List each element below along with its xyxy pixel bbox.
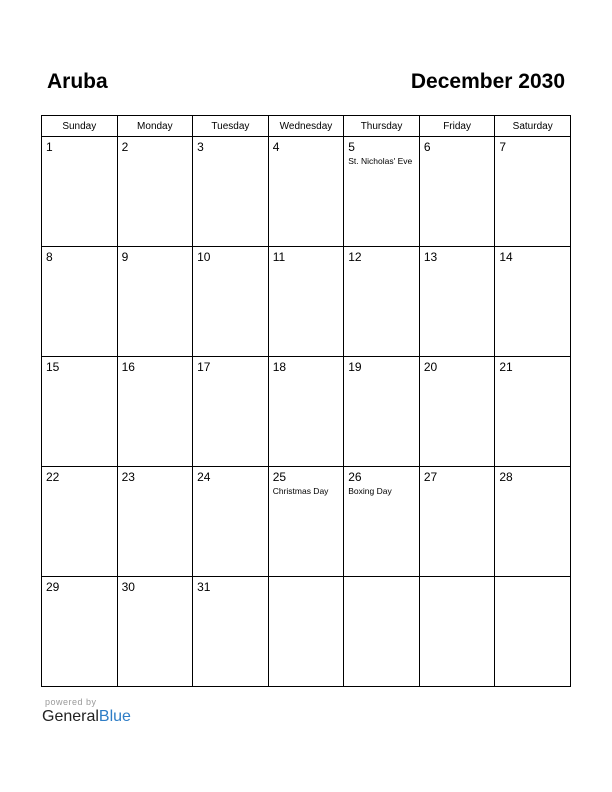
day-cell <box>495 577 571 687</box>
day-number: 11 <box>272 250 286 264</box>
day-cell <box>344 247 420 357</box>
day-cell <box>42 467 118 577</box>
day-cell <box>419 357 495 467</box>
day-cell <box>42 247 118 357</box>
day-cell <box>268 577 344 687</box>
weekday-header-row <box>42 116 571 137</box>
generalblue-logo <box>42 708 131 726</box>
day-cell <box>419 577 495 687</box>
holiday-label: Christmas Day <box>272 486 329 496</box>
day-cell <box>495 467 571 577</box>
day-cell <box>193 577 269 687</box>
day-number: 31 <box>197 580 211 594</box>
week-row <box>42 577 571 687</box>
holiday-label: St. Nicholas' Eve <box>348 156 413 166</box>
week-row <box>42 137 571 247</box>
brand-blue-text: Blue <box>98 708 131 725</box>
day-cell <box>344 467 420 577</box>
month-title: December 2030 <box>410 70 565 93</box>
day-number: 14 <box>499 250 513 264</box>
day-cell <box>42 357 118 467</box>
week-row <box>42 247 571 357</box>
day-cell <box>117 467 193 577</box>
weekday-thursday: Thursday <box>344 116 420 137</box>
day-cell <box>495 247 571 357</box>
day-cell <box>117 247 193 357</box>
day-number: 5 <box>348 140 355 154</box>
holiday-label: Boxing Day <box>348 486 392 496</box>
day-cell <box>193 467 269 577</box>
weekday-friday: Friday <box>419 116 495 137</box>
day-cell <box>495 357 571 467</box>
day-cell <box>344 137 420 247</box>
day-number: 20 <box>423 360 438 374</box>
day-number: 3 <box>197 140 204 154</box>
week-row <box>42 357 571 467</box>
day-cell <box>42 137 118 247</box>
day-cell <box>419 137 495 247</box>
day-number: 17 <box>197 360 211 374</box>
weekday-monday: Monday <box>117 116 193 137</box>
day-cell <box>419 467 495 577</box>
day-number: 26 <box>348 470 362 484</box>
day-number: 15 <box>46 360 60 374</box>
powered-by-label: powered by <box>45 697 97 707</box>
day-number: 9 <box>121 250 129 264</box>
day-number: 23 <box>121 470 135 484</box>
day-cell <box>419 247 495 357</box>
weekday-sunday: Sunday <box>42 116 118 137</box>
day-number: 2 <box>121 140 129 154</box>
day-cell <box>117 357 193 467</box>
day-number: 7 <box>499 140 507 154</box>
day-number: 27 <box>423 470 438 484</box>
day-number: 1 <box>46 140 53 154</box>
day-cell <box>193 247 269 357</box>
day-cell <box>495 137 571 247</box>
day-cell <box>117 137 193 247</box>
day-cell <box>344 357 420 467</box>
day-cell <box>193 357 269 467</box>
weekday-wednesday: Wednesday <box>268 116 344 137</box>
day-number: 8 <box>46 250 53 264</box>
day-cell <box>193 137 269 247</box>
day-number: 22 <box>46 470 60 484</box>
day-number: 24 <box>197 470 211 484</box>
day-number: 29 <box>46 580 60 594</box>
weekday-tuesday: Tuesday <box>193 116 269 137</box>
day-cell <box>42 577 118 687</box>
day-number: 21 <box>499 360 513 374</box>
day-number: 6 <box>423 140 431 154</box>
day-number: 12 <box>348 250 362 264</box>
day-number: 16 <box>121 360 135 374</box>
day-number: 30 <box>121 580 135 594</box>
day-number: 19 <box>348 360 362 374</box>
day-cell <box>268 467 344 577</box>
brand-general-text: General <box>42 708 99 725</box>
country-title: Aruba <box>47 70 108 93</box>
day-cell <box>268 357 344 467</box>
day-number: 25 <box>272 470 287 484</box>
calendar-grid <box>41 115 571 687</box>
day-cell <box>117 577 193 687</box>
day-cell <box>268 137 344 247</box>
day-cell <box>344 577 420 687</box>
day-number: 4 <box>272 140 280 154</box>
day-number: 10 <box>197 250 211 264</box>
day-number: 13 <box>423 250 438 264</box>
day-number: 28 <box>499 470 513 484</box>
day-number: 18 <box>272 360 287 374</box>
day-cell <box>268 247 344 357</box>
week-row <box>42 467 571 577</box>
weekday-saturday: Saturday <box>495 116 571 137</box>
